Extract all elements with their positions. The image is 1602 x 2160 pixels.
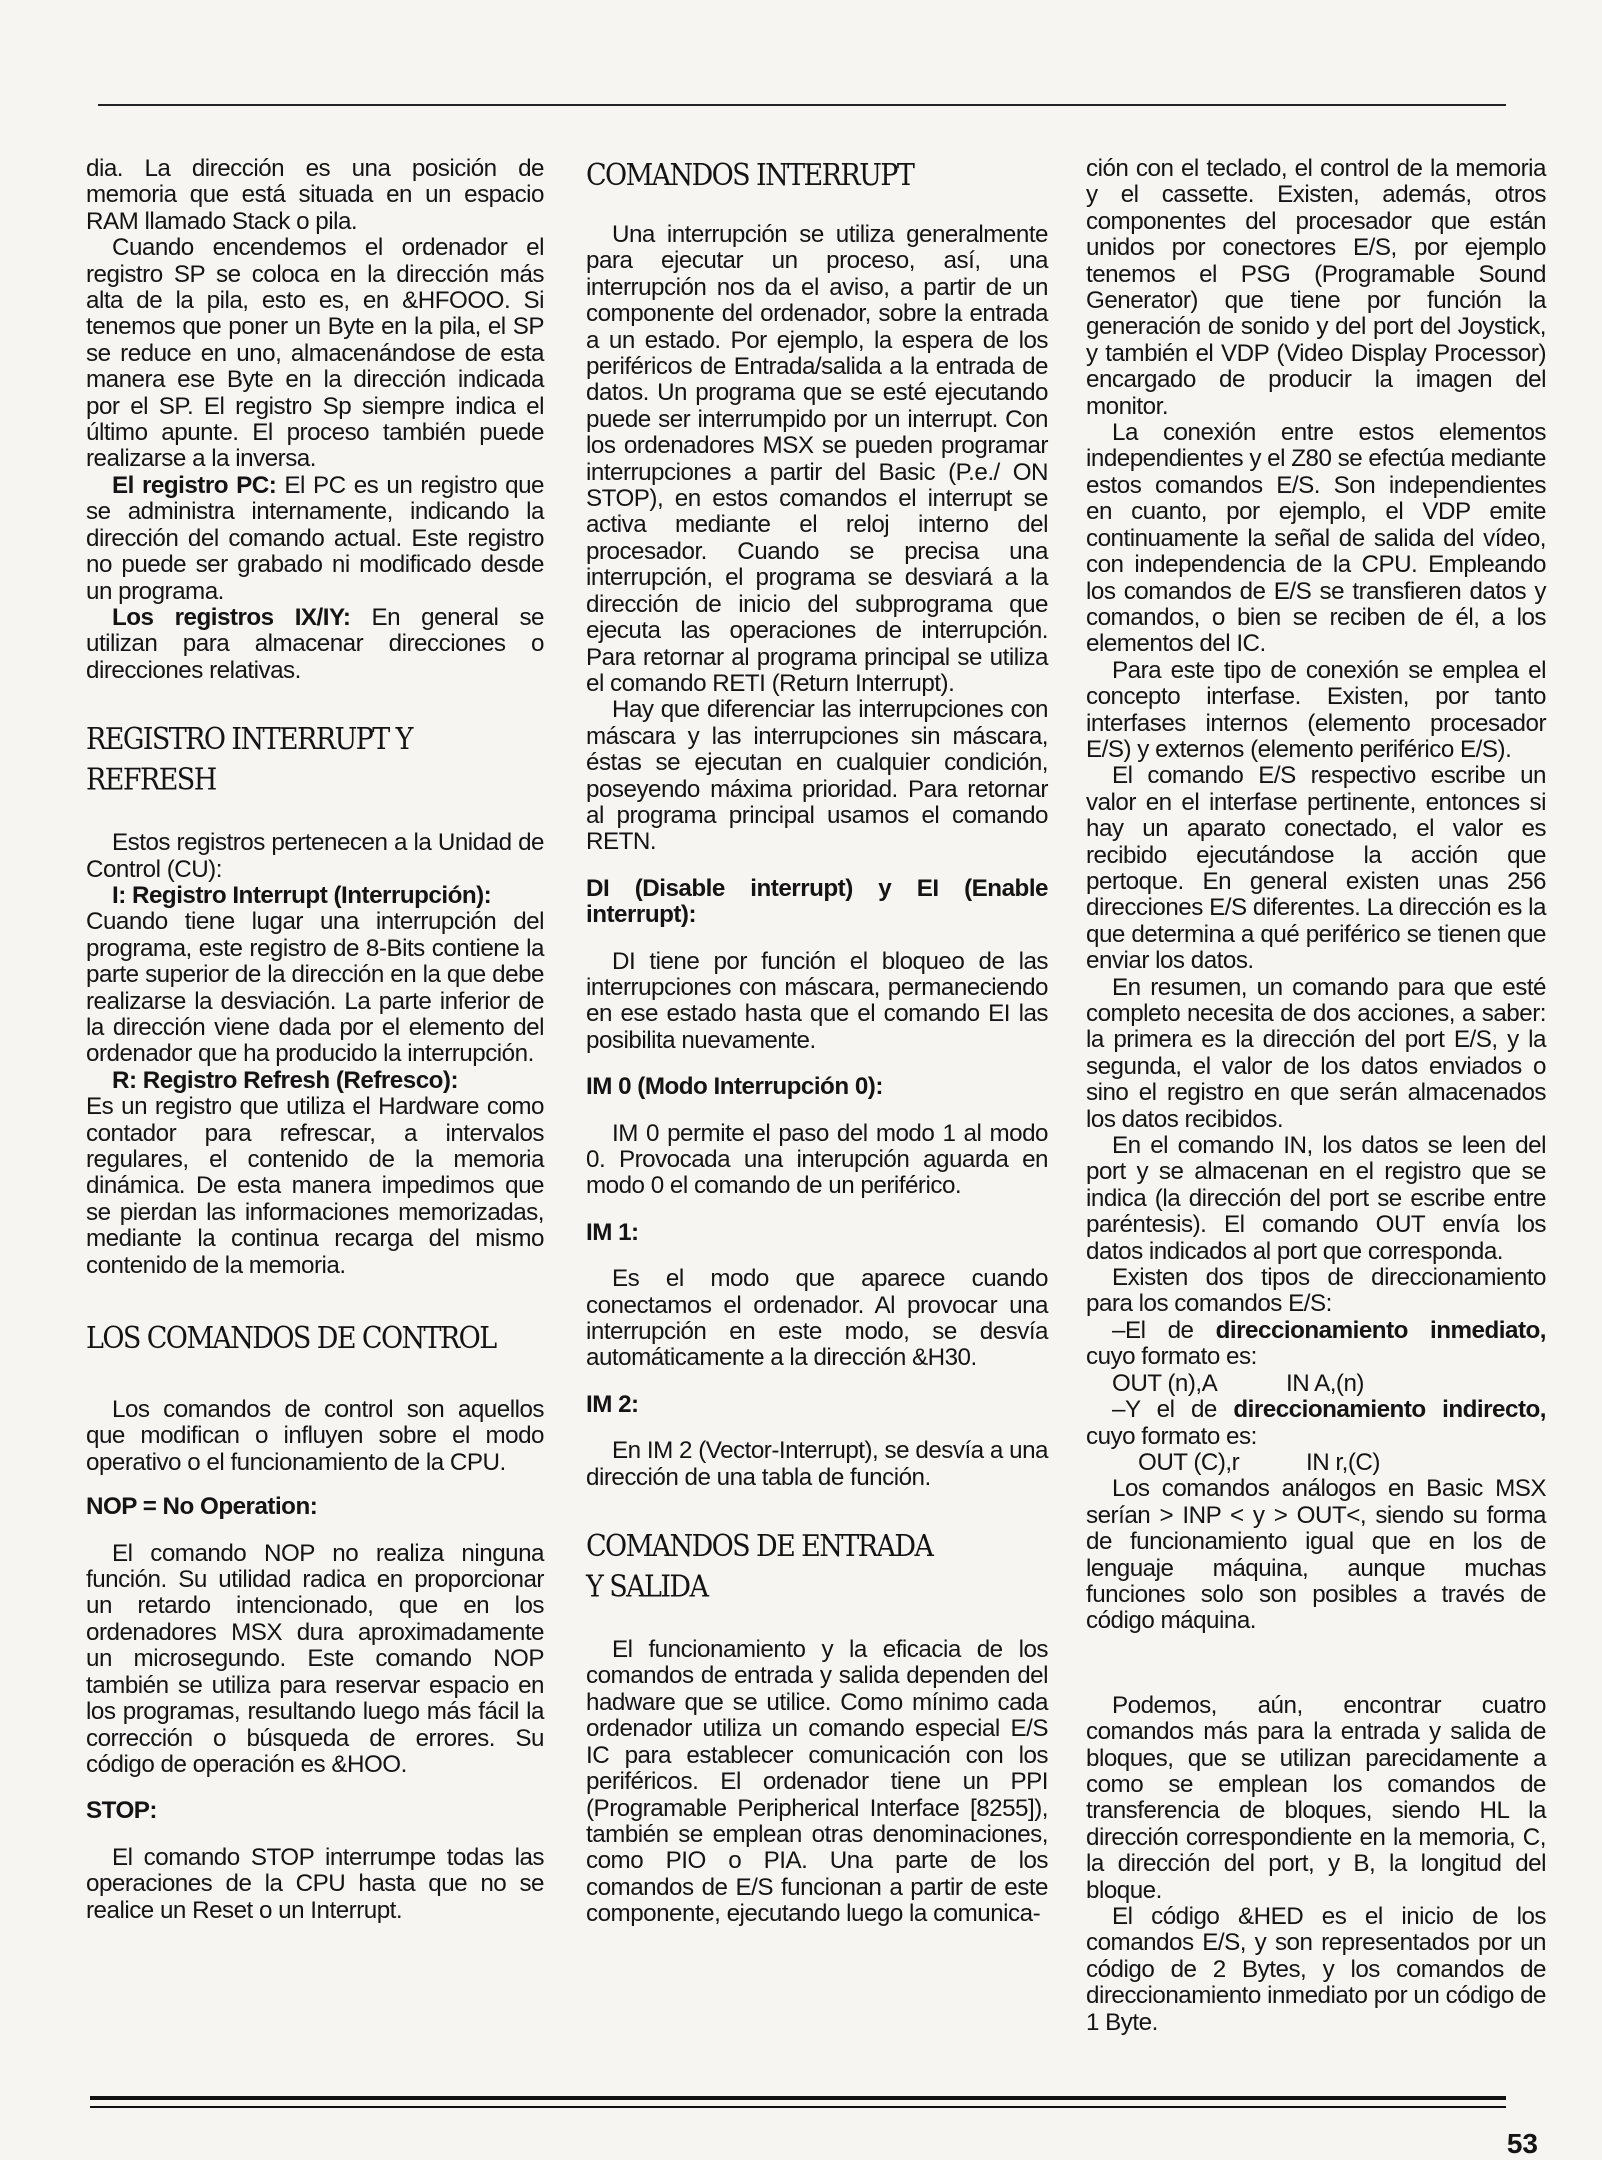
paragraph-text: cuyo formato es: [1086, 1422, 1257, 1450]
paragraph: DI tiene por función el bloqueo de las interrupciones con máscara, permaneciendo en ese estado hasta que el comando EI las posibilita nuevamente. [586, 947, 1048, 1054]
subheading: IM 2: [586, 1390, 639, 1418]
paragraph: Hay que diferenciar las interrupciones con máscara y las interrupciones sin máscara, éstas se ejecutan en cualquier condición, poseyendo máxima prioridad. Para retornar al programa principal usamos el comando RETN. [586, 696, 1048, 856]
column-2 [586, 156, 1048, 1928]
paragraph [1086, 1318, 1546, 1371]
page-number: 53 [1506, 2128, 1538, 2159]
paragraph-text: Es un registro que utiliza el Hardware como contador para refrescar, a intervalos regulares, el contenido de la memoria dinámica. De esta manera impedimos que se pierdan las informaciones memorizadas, mediante la continua recarga del mismo contenido de la memoria. [86, 1093, 544, 1279]
paragraph: En IM 2 (Vector-Interrupt), se desvía a una dirección de una tabla de función. [586, 1437, 1048, 1491]
paragraph: El código &HED es el inicio de los comandos E/S, y son representados por un código de 2 Bytes, y los comandos de direccionamiento inmediato por un código de 1 Byte. [1086, 1903, 1546, 2036]
subheading: IM 0 (Modo Interrupción 0): [586, 1073, 883, 1101]
paragraph: El comando NOP no realiza ninguna función. Su utilidad radica en proporcionar un retardo intencionado, que en los ordenadores MSX dura aproximadamente un microsegundo. Este comando NOP también se utiliza para reservar espacio en los programas, resultando luego más fácil la corrección o búsqueda de errores. Su código de operación es &HOO. [86, 1539, 544, 1778]
column-3 [1086, 156, 1546, 2036]
paragraph [86, 473, 544, 605]
code-token: OUT (C),r [1138, 1448, 1240, 1476]
paragraph: Los comandos análogos en Basic MSX serían > INP < y > OUT<, siendo su forma de funcionamiento igual que en los de lenguaje máquina, aunque muchas funciones solo son posibles a través de código máquina. [1086, 1475, 1546, 1635]
inline-label: Los registros IX/IY: [112, 603, 351, 631]
paragraph-text: cuyo formato es: [1086, 1343, 1257, 1371]
paragraph: Cuando encendemos el ordenador el registro SP se coloca en la dirección más alta de la pila, esto es, en &HFOOO. Si tenemos que poner un Byte en la pila, el SP se reduce en uno, almacenándose de esta manera ese Byte en la dirección indicada por el SP. El registro Sp siempre indica el último apunte. El proceso también puede realizarse a la inversa. [86, 234, 544, 473]
paragraph-text: El PC es un registro que se administra internamente, indicando la dirección del comando actual. Este registro no puede ser grabado ni modificado desde un programa. [86, 471, 544, 605]
section-heading [86, 720, 544, 801]
paragraph [86, 605, 544, 684]
paragraph: ción con el teclado, el control de la memoria y el cassette. Existen, además, otros componentes del procesador que están unidos por conectores E/S, por ejemplo tenemos el PSG (Programable Sound Generator) que tiene por función la generación de sonido y del port del Joystick, y también el VDP (Video Display Processor) encargado de producir la imagen del monitor. [1086, 155, 1546, 420]
paragraph: En resumen, un comando para que esté completo necesita de dos acciones, a saber: la primera es la dirección del port E/S, y la segunda, el valor de los datos enviados o sino el registro en que serán almacenados los datos recibidos. [1086, 973, 1546, 1133]
inline-label: El registro PC: [112, 471, 277, 499]
bottom-rule [90, 2106, 1506, 2108]
section-heading: COMANDOS INTERRUPT [586, 158, 914, 193]
paragraph: La conexión entre estos elementos independientes y el Z80 se efectúa mediante estos comandos E/S. Son independientes en cuanto, por ejemplo, el VDP emite continuamente la señal de salida del vídeo, con independencia de la CPU. Empleando los comandos de E/S se transfieren datos y comandos, o bien se reciben de él, a los elementos del IC. [1086, 419, 1546, 658]
paragraph: Existen dos tipos de direccionamiento para los comandos E/S: [1086, 1264, 1546, 1318]
inline-label: direccionamiento indirecto, [1233, 1396, 1546, 1424]
bottom-rule [90, 2096, 1506, 2100]
top-rule [98, 104, 1506, 106]
code-token: OUT (n),A [1112, 1369, 1218, 1397]
paragraph [86, 883, 544, 1068]
subheading: STOP: [86, 1797, 157, 1825]
paragraph-text: –El de [1112, 1316, 1216, 1344]
paragraph: El funcionamiento y la eficacia de los comandos de entrada y salida dependen del hadware que se utilice. Como mínimo cada ordenador utiliza un comando especial E/S IC para establecer comunicación con los periféricos. El ordenador tiene un PPI (Programable Peripherical Interface [8255]), también se emplean otras denominaciones, como PIO o PIA. Una parte de los comandos de E/S funcionan a partir de este componente, ejecutando luego la comunica- [586, 1636, 1048, 1928]
inline-label: direccionamiento inmediato, [1215, 1316, 1546, 1344]
paragraph: Para este tipo de conexión se emplea el concepto interfase. Existen, por tanto interfases internos (elemento procesador E/S) y externos (elemento periférico E/S). [1086, 656, 1546, 763]
subheading: DI (Disable interrupt) y EI (Enable interrupt): [586, 874, 1048, 929]
section-heading [586, 1527, 1048, 1608]
paragraph: Estos registros pertenecen a la Unidad de Control (CU): [86, 829, 544, 883]
paragraph-text: En general se utilizan para almacenar direcciones o direcciones relativas. [86, 603, 544, 684]
heading-line: REFRESH [86, 762, 216, 798]
paragraph: En el comando IN, los datos se leen del port y se almacenan en el registro que se indica (la dirección del port se escribe entre paréntesis). El comando OUT envía los datos indicados al port que corresponda. [1086, 1132, 1546, 1265]
paragraph: Una interrupción se utiliza generalmente para ejecutar un proceso, así, una interrupción nos da el aviso, a partir de un componente del ordenador, sobre la entrada a un estado. Por ejemplo, la espera de los periféricos de Entrada/salida a la entrada de datos. Un programa que se esté ejecutando puede ser interrumpido por un interrupt. Con los ordenadores MSX se pueden programar interrupciones a partir del Basic (P.e./ ON STOP), en estos comandos el interrupt se activa mediante el reloj interno del procesador. Cuando se precisa una interrupción, el programa se desviará a la dirección de inicio del subprograma que ejecuta las operaciones de interrupción. Para retornar al programa principal se utiliza el comando RETI (Return Interrupt). [586, 221, 1048, 697]
subheading: NOP = No Operation: [86, 1493, 318, 1521]
paragraph: Los comandos de control son aquellos que modifican o influyen sobre el modo operativo o el funcionamiento de la CPU. [86, 1396, 544, 1476]
section-heading: LOS COMANDOS DE CONTROL [86, 1321, 496, 1356]
paragraph-text: Cuando tiene lugar una interrupción del programa, este registro de 8-Bits contiene la parte superior de la dirección en la que debe realizarse la desviación. La parte inferior de la dirección viene dada por el elemento del ordenador que ha producido la interrupción. [86, 908, 544, 1068]
paragraph: El comando STOP interrumpe todas las operaciones de la CPU hasta que no se realice un Reset o un Interrupt. [86, 1843, 544, 1924]
code-line [1086, 1371, 1546, 1397]
heading-line: Y SALIDA [586, 1569, 708, 1605]
paragraph [1086, 1397, 1546, 1450]
inline-label: I: Registro Interrupt (Interrupción): [112, 881, 492, 909]
paragraph: dia. La dirección es una posición de memoria que está situada en un espacio RAM llamado Stack o pila. [86, 155, 544, 235]
column-1 [86, 156, 544, 1924]
paragraph [86, 1068, 544, 1279]
code-line [1086, 1450, 1546, 1476]
subheading: IM 1: [586, 1218, 639, 1246]
code-token: IN r,(C) [1306, 1448, 1380, 1476]
paragraph-text: –Y el de [1112, 1396, 1234, 1424]
code-token: IN A,(n) [1286, 1369, 1364, 1397]
paragraph: El comando E/S respectivo escribe un valor en el interfase pertinente, entonces si hay un aparato conectado, el valor es recibido ejecutándose la acción que pertoque. En general existen unas 256 direcciones E/S diferentes. La dirección es la que determina a qué periférico se tienen que enviar los datos. [1086, 762, 1546, 975]
heading-line: COMANDOS DE ENTRADA [586, 1529, 933, 1565]
paragraph: IM 0 permite el paso del modo 1 al modo 0. Provocada una interupción aguarda en modo 0 el comando de un periférico. [586, 1119, 1048, 1200]
paragraph: Podemos, aún, encontrar cuatro comandos más para la entrada y salida de bloques, que se utilizan parecidamente a como se emplean los comandos de transferencia de bloques, siendo HL la dirección correspondiente en la memoria, C, la dirección del port, y B, la longitud del bloque. [1086, 1691, 1546, 1904]
heading-line: REGISTRO INTERRUPT Y [86, 722, 412, 758]
paragraph: Es el modo que aparece cuando conectamos el ordenador. Al provocar una interrupción en este modo, se desvía automáticamente a la dirección &H30. [586, 1265, 1048, 1372]
inline-label: R: Registro Refresh (Refresco): [112, 1066, 459, 1094]
